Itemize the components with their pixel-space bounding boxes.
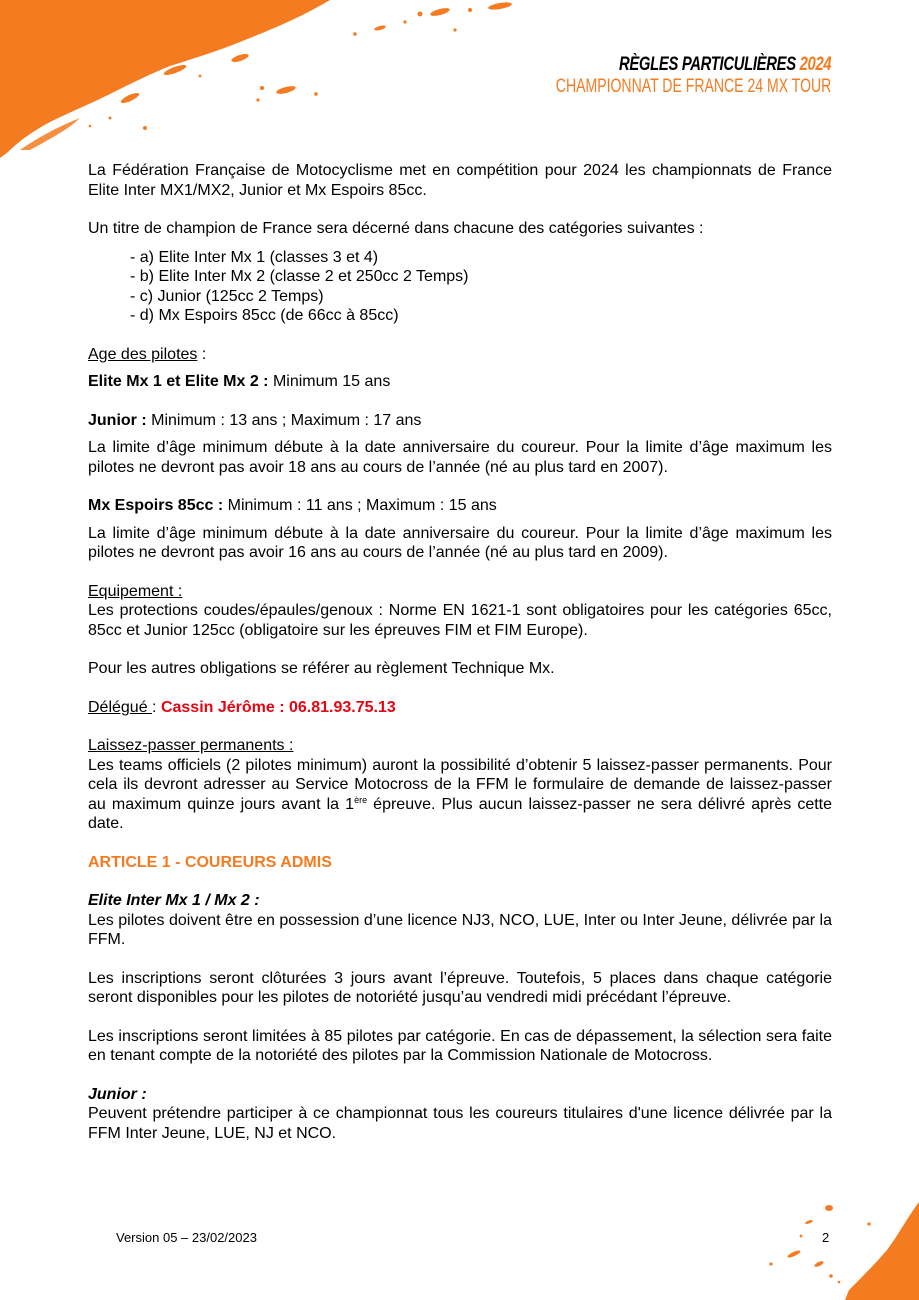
- equipment-other: Pour les autres obligations se référer au règlement Technique Mx.: [88, 660, 555, 677]
- categories-intro: Un titre de champion de France sera décerné dans chacune des catégories suivantes :: [88, 220, 704, 237]
- header-subtitle: CHAMPIONNAT DE FRANCE 24 MX TOUR: [555, 76, 831, 97]
- elite-admission-p1: Les pilotes doivent être en possession d’une licence NJ3, NCO, LUE, Inter ou Inter Jeune, délivrée par la FFM.: [88, 911, 832, 948]
- paint-splash-top-left: [0, 0, 520, 170]
- equipment-heading-text: Equipement :: [88, 582, 183, 600]
- elite-age: [88, 372, 832, 392]
- page-number: 2: [822, 1230, 830, 1245]
- age-heading-text: Age des pilotes: [88, 345, 198, 363]
- elite-admission-p2: Les inscriptions seront clôturées 3 jours avant l’épreuve. Toutefois, 5 places dans chaque catégorie seront disponibles pour les pilotes de notoriété jusqu’au vendredi midi précédant l’épreuve.: [88, 969, 832, 1006]
- age-heading: [88, 345, 832, 365]
- elite-age-label: Elite Mx 1 et Elite Mx 2 :: [88, 373, 269, 390]
- document-body: [88, 161, 832, 1143]
- paint-splash-bottom-right: [749, 1190, 919, 1300]
- header-title-year: 2024: [799, 54, 831, 75]
- passes-text: [88, 756, 832, 834]
- espoirs-age-label: Mx Espoirs 85cc :: [88, 497, 224, 514]
- passes-heading-text: Laissez-passer permanents :: [88, 737, 294, 754]
- equipment-text: Les protections coudes/épaules/genoux : Norme EN 1621-1 sont obligatoires pour les catégories 65cc, 85cc et Junior 125cc (obligatoire sur les épreuves FIM et FIM Europe).: [88, 602, 832, 639]
- passes-text-after: épreuve. Plus aucun laissez-passer ne sera délivré après cette date.: [88, 795, 832, 832]
- list-item: - c) Junior (125cc 2 Temps): [130, 287, 324, 305]
- footer-version: Version 05 – 23/02/2023: [116, 1230, 257, 1245]
- passes-heading: [88, 736, 832, 756]
- junior-admission-p1: Peuvent prétendre participer à ce championnat tous les coureurs titulaires d'une licence délivrée par la FFM Inter Jeune, LUE, NJ et NCO.: [88, 1105, 832, 1142]
- junior-admission-heading: Junior :: [88, 1085, 147, 1103]
- delegate-label: Délégué: [88, 698, 153, 716]
- junior-age-text: La limite d’âge minimum débute à la date anniversaire du coureur. Pour la limite d’âge maximum les pilotes ne devront pas avoir 18 ans au cours de l’année (né au plus tard en 2007).: [88, 439, 832, 476]
- header-title-text: RÈGLES PARTICULIÈRES: [618, 54, 796, 75]
- espoirs-age-text: La limite d’âge minimum débute à la date anniversaire du coureur. Pour la limite d’âge maximum les pilotes ne devront pas avoir 16 ans au cours de l’année (né au plus tard en 2009).: [88, 524, 832, 561]
- passes-text-before: Les teams officiels (2 pilotes minimum) auront la possibilité d’obtenir 5 laissez-passer permanents. Pour cela ils devront adresser au Service Motocross de la FFM le formulaire de demande de laissez-passer au maximum quinze jours avant la 1: [88, 756, 832, 813]
- elite-age-value: Minimum 15 ans: [268, 373, 391, 390]
- elite-admission-heading: Elite Inter Mx 1 / Mx 2 :: [88, 892, 260, 909]
- junior-age-label: Junior :: [88, 411, 147, 429]
- intro-paragraph: La Fédération Française de Motocyclisme met en compétition pour 2024 les championnats de France Elite Inter MX1/MX2, Junior et Mx Espoirs 85cc.: [88, 162, 832, 199]
- espoirs-age: [88, 496, 832, 516]
- espoirs-age-value: Minimum : 11 ans ; Maximum : 15 ans: [223, 497, 497, 514]
- junior-age: [88, 411, 832, 431]
- delegate-contact: Cassin Jérôme : 06.81.93.75.13: [160, 698, 396, 716]
- delegate-line: [88, 698, 832, 718]
- elite-admission-p3: Les inscriptions seront limitées à 85 pilotes par catégorie. En cas de dépassement, la sélection sera faite en tenant compte de la notoriété des pilotes par la Commission Nationale de Motocross.: [88, 1027, 832, 1064]
- passes-text-sup: ère: [354, 794, 368, 805]
- list-item: - d) Mx Espoirs 85cc (de 66cc à 85cc): [130, 307, 399, 324]
- age-heading-colon: :: [197, 345, 207, 363]
- list-item: - b) Elite Inter Mx 2 (classe 2 et 250cc 2 Temps): [130, 268, 469, 285]
- delegate-separator: :: [152, 698, 161, 716]
- categories-list: [130, 248, 832, 326]
- article-1-title: ARTICLE 1 - COUREURS ADMIS: [88, 853, 332, 871]
- equipment-heading: [88, 582, 832, 602]
- header-title: [541, 54, 831, 76]
- list-item: - a) Elite Inter Mx 1 (classes 3 et 4): [130, 248, 379, 266]
- document-header: [459, 54, 831, 98]
- junior-age-value: Minimum : 13 ans ; Maximum : 17 ans: [146, 411, 422, 429]
